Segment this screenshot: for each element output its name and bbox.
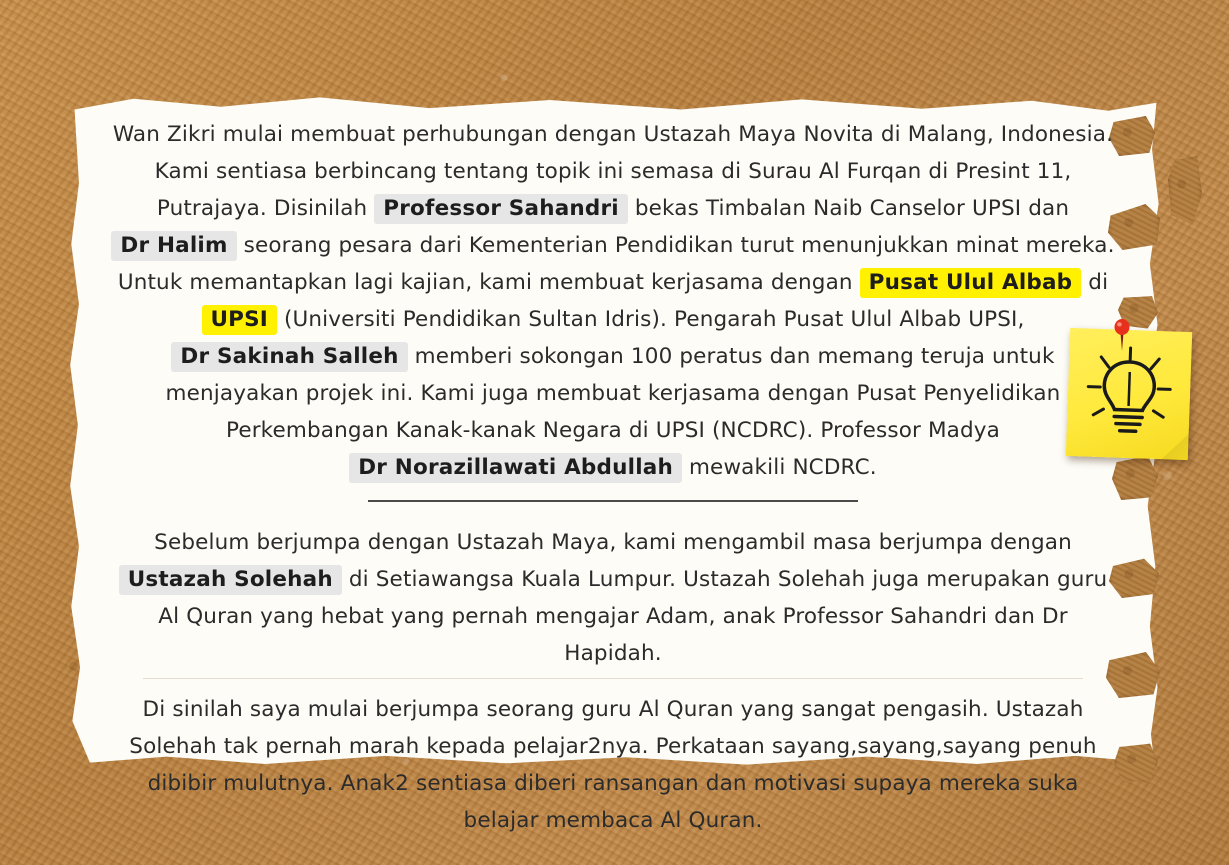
note-content xyxy=(108,116,1118,833)
torn-edge-notch xyxy=(1168,156,1202,226)
torn-edge-notch xyxy=(1112,456,1158,500)
highlighted-name: Dr Halim xyxy=(111,231,236,261)
lightbulb-icon xyxy=(1078,342,1180,449)
section-divider-faint xyxy=(143,678,1083,679)
highlighted-name: Dr Norazillawati Abdullah xyxy=(349,453,682,483)
section-divider xyxy=(368,500,858,502)
highlighted-name: UPSI xyxy=(202,305,278,335)
torn-paper-sheet xyxy=(68,96,1163,833)
torn-edge-notch xyxy=(1114,742,1158,784)
paragraph-2: Sebelum berjumpa dengan Ustazah Maya, kami mengambil masa berjumpa dengan Ustazah Solehah di Setiawangsa Kuala Lumpur. Ustazah Solehah juga merupakan guru Al Quran yang hebat yang pernah mengajar Adam, anak Professor Sahandri dan Dr Hapidah. xyxy=(108,512,1118,672)
highlighted-name: Professor Sahandri xyxy=(374,194,628,224)
paragraph-1: Wan Zikri mulai membuat perhubungan dengan Ustazah Maya Novita di Malang, Indonesia. Kami sentiasa berbincang tentang topik ini semasa di Surau Al Furqan di Presint 11, Putrajaya. Disinilah Professor Sahandri bekas Timbalan Naib Canselor UPSI dan Dr Halim seorang pesara dari Kementerian Pendidikan turut menunjukkan minat mereka. Untuk memantapkan lagi kajian, kami membuat kerjasama dengan Pusat Ulul Albab di UPSI (Universiti Pendidikan Sultan Idris). Pengarah Pusat Ulul Albab UPSI, Dr Sakinah Salleh memberi sokongan 100 peratus dan memang teruja untuk menjayakan projek ini. Kami juga membuat kerjasama dengan Pusat Penyelidikan Perkembangan Kanak-kanak Negara di UPSI (NCDRC). Professor Madya Dr Norazillawati Abdullah mewakili NCDRC. xyxy=(108,116,1118,486)
highlighted-name: Dr Sakinah Salleh xyxy=(171,342,407,372)
paragraph-3: Di sinilah saya mulai berjumpa seorang guru Al Quran yang sangat pengasih. Ustazah Solehah tak pernah marah kepada pelajar2nya. Perkataan sayang,sayang,sayang penuh dibibir mulutnya. Anak2 sentiasa diberi ransangan dan motivasi supaya mereka suka belajar membaca Al Quran. xyxy=(129,697,1097,833)
highlighted-name: Ustazah Solehah xyxy=(119,565,342,595)
push-pin-icon[interactable] xyxy=(1112,318,1132,352)
highlighted-name: Pusat Ulul Albab xyxy=(860,268,1082,298)
